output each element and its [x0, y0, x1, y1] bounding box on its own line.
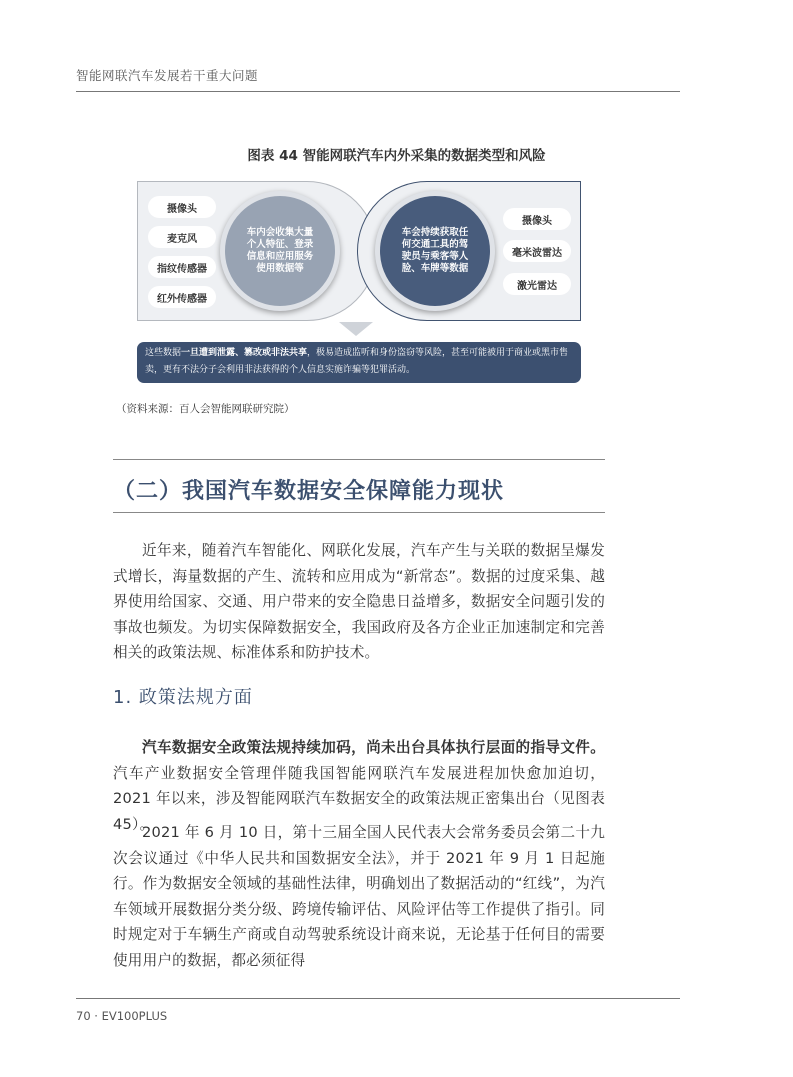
page-number-footer: 70 · EV100PLUS [76, 1009, 168, 1023]
sensor-pill-lidar: 激光雷达 [503, 273, 571, 295]
risk-text-bold: 一旦遭到泄露、篡改或非法共享 [181, 348, 308, 358]
sensor-pill-infrared: 红外传感器 [148, 286, 216, 308]
sensor-pill-microphone: 麦克风 [148, 226, 216, 248]
subsection-heading: 1. 政策法规方面 [113, 687, 253, 708]
header-divider [76, 91, 680, 92]
figure-source: （资料来源：百人会智能网联研究院） [116, 403, 295, 415]
arrow-down-icon [339, 322, 373, 336]
risk-description-box [137, 342, 581, 383]
running-header-title: 智能网联汽车发展若干重大问题 [76, 68, 259, 83]
sensor-pill-camera: 摄像头 [148, 196, 216, 218]
figure-title: 图表 44 智能网联汽车内外采集的数据类型和风险 [247, 148, 546, 164]
external-data-circle: 车会持续获取任何交通工具的驾驶员与乘客等人脸、车牌等数据 [375, 191, 495, 311]
section-divider-top [113, 459, 605, 460]
paragraph-2-lead: 汽车数据安全政策法规持续加码，尚未出台具体执行层面的指导文件。 [142, 739, 605, 756]
paragraph-2-rest: 汽车产业数据安全管理伴随我国智能网联汽车发展进程加快愈加迫切，2021 年以来，涉及智能网联汽车数据安全的政策法规正密集出台（见图表 45）。 [113, 764, 605, 833]
section-divider-bottom [113, 512, 605, 513]
body-paragraph-1: 近年来，随着汽车智能化、网联化发展，汽车产生与关联的数据呈爆发式增长，海量数据的产生、流转和应用成为“新常态”。数据的过度采集、越界使用给国家、交通、用户带来的安全隐患日益增多，数据安全问题引发的事故也频发。为切实保障数据安全，我国政府及各方企业正加速制定和完善相关的政策法规、标准体系和防护技术。 [113, 542, 605, 661]
section-heading: （二）我国汽车数据安全保障能力现状 [113, 479, 505, 504]
body-paragraph-3: 2021 年 6 月 10 日，第十三届全国人民代表大会常务委员会第二十九次会议通过《中华人民共和国数据安全法》，并于 2021 年 9 月 1 日起施行。作为数据安全领域的基础性法律，明确划出了数据活动的“红线”，为汽车领域开展数据分类分级、跨境传输评估、风险评估等工作提供了指引。同时规定对于车辆生产商或自动驾驶系统设计商来说，无论基于任何目的需要使用用户的数据，都必须征得 [113, 824, 605, 969]
footer-divider [76, 998, 680, 999]
in-vehicle-data-circle: 车内会收集大量个人特征、登录信息和应用服务使用数据等 [220, 191, 340, 311]
risk-text-pre: 这些数据 [145, 348, 182, 358]
sensor-pill-camera-external: 摄像头 [503, 208, 571, 230]
sensor-pill-fingerprint: 指纹传感器 [148, 256, 216, 278]
data-risk-diagram [137, 181, 581, 383]
sensor-pill-mmwave-radar: 毫米波雷达 [503, 240, 571, 262]
risk-text-post: ，极易造成监听和身份盗窃等风险，甚至可能被用于商业或黑市售卖，更有不法分子会利用非法获得的个人信息实施诈骗等犯罪活动。 [145, 348, 569, 375]
